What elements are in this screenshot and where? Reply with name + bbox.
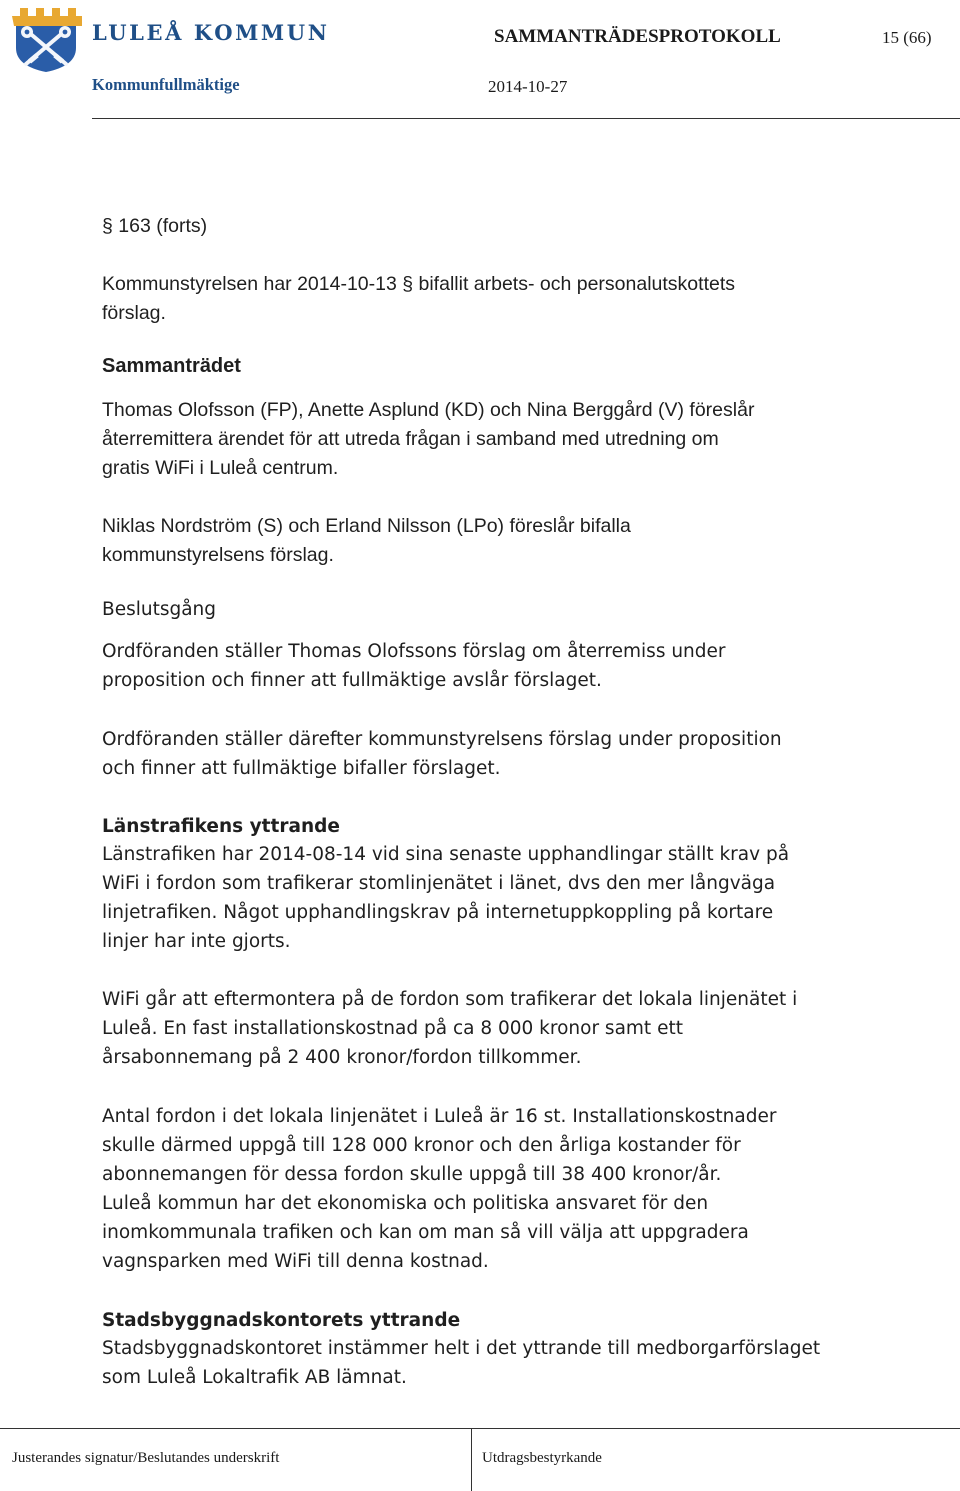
paragraph-kommunstyrelsen xyxy=(102,270,735,328)
text-line: Ordföranden ställer därefter kommunstyrelsens förslag under proposition xyxy=(102,729,782,750)
lulea-coat-of-arms-icon xyxy=(10,6,82,72)
text-line: kommunstyrelsens förslag. xyxy=(102,544,334,566)
organization-name: LULEÅ KOMMUN xyxy=(92,20,330,45)
paragraph-proposal-approve xyxy=(102,512,631,570)
text-line: Thomas Olofsson (FP), Anette Asplund (KD) och Nina Berggård (V) föreslår xyxy=(102,399,755,421)
text-line: linjer har inte gjorts. xyxy=(102,931,291,952)
footer-column-divider xyxy=(471,1428,472,1491)
text-line: Länstrafiken har 2014-08-14 vid sina senaste upphandlingar ställt krav på xyxy=(102,844,790,865)
text-line: vagnsparken med WiFi till denna kostnad. xyxy=(102,1251,489,1272)
text-line: Ordföranden ställer Thomas Olofssons förslag om återremiss under xyxy=(102,641,726,662)
signature-field-label: Justerandes signatur/Beslutandes underskrift xyxy=(12,1450,280,1466)
paragraph-proposal-return xyxy=(102,396,754,483)
text-line: skulle därmed uppgå till 128 000 kronor och den årliga kostander för xyxy=(102,1135,741,1156)
text-line: Stadsbyggnadskontoret instämmer helt i det yttrande till medborgarförslaget xyxy=(102,1338,821,1359)
text-line: Luleå. En fast installationskostnad på ca 8 000 kronor samt ett xyxy=(102,1018,683,1039)
text-line: linjetrafiken. Något upphandlingskrav på internetuppkoppling på kortare xyxy=(102,902,774,923)
text-line: Antal fordon i det lokala linjenätet i Luleå är 16 st. Installationskostnader xyxy=(102,1106,777,1127)
text-line: gratis WiFi i Luleå centrum. xyxy=(102,457,339,479)
text-line: återremittera ärendet för att utreda frågan i samband med utredning om xyxy=(102,428,719,450)
text-line: Kommunstyrelsen har 2014-10-13 § bifallit arbets- och personalutskottets xyxy=(102,273,735,295)
text-line: Luleå kommun har det ekonomiska och politiska ansvaret för den xyxy=(102,1193,709,1214)
text-line: Niklas Nordström (S) och Erland Nilsson (LPo) föreslår bifalla xyxy=(102,515,631,537)
paragraph-lanstrafiken-requirements xyxy=(102,840,789,956)
footer-divider xyxy=(0,1428,960,1429)
text-line: WiFi går att eftermontera på de fordon som trafikerar det lokala linjenätet i xyxy=(102,989,798,1010)
text-line: som Luleå Lokaltrafik AB lämnat. xyxy=(102,1367,407,1388)
text-line: och finner att fullmäktige bifaller förslaget. xyxy=(102,758,501,779)
text-line: årsabonnemang på 2 400 kronor/fordon tillkommer. xyxy=(102,1047,582,1068)
text-line: förslag. xyxy=(102,302,166,324)
text-line: inomkommunala trafiken och kan om man så vill välja att uppgradera xyxy=(102,1222,749,1243)
paragraph-chair-second xyxy=(102,725,782,783)
excerpt-certification-label: Utdragsbestyrkande xyxy=(482,1450,602,1466)
organization-unit: Kommunfullmäktige xyxy=(92,75,240,94)
paragraph-lanstrafiken-fleet xyxy=(102,1102,776,1276)
header-divider xyxy=(92,118,960,119)
paragraph-chair-first xyxy=(102,637,726,695)
text-line: abonnemangen för dessa fordon skulle uppgå till 38 400 kronor/år. xyxy=(102,1164,722,1185)
meeting-date: 2014-10-27 xyxy=(488,77,568,96)
paragraph-stadsbyggnadskontoret xyxy=(102,1334,820,1392)
section-reference: § 163 (forts) xyxy=(102,215,208,237)
document-type: SAMMANTRÄDESPROTOKOLL xyxy=(494,26,781,47)
text-line: WiFi i fordon som trafikerar stomlinjenätet i länet, dvs den mer långväga xyxy=(102,873,776,894)
paragraph-lanstrafiken-costs xyxy=(102,985,797,1072)
heading-sammantradet: Sammanträdet xyxy=(102,355,241,377)
heading-beslutsgang: Beslutsgång xyxy=(102,599,217,620)
heading-lanstrafiken: Länstrafikens yttrande xyxy=(102,816,340,837)
heading-stadsbyggnadskontoret: Stadsbyggnadskontorets yttrande xyxy=(102,1310,461,1331)
text-line: proposition och finner att fullmäktige avslår förslaget. xyxy=(102,670,602,691)
page-number: 15 (66) xyxy=(882,28,932,47)
